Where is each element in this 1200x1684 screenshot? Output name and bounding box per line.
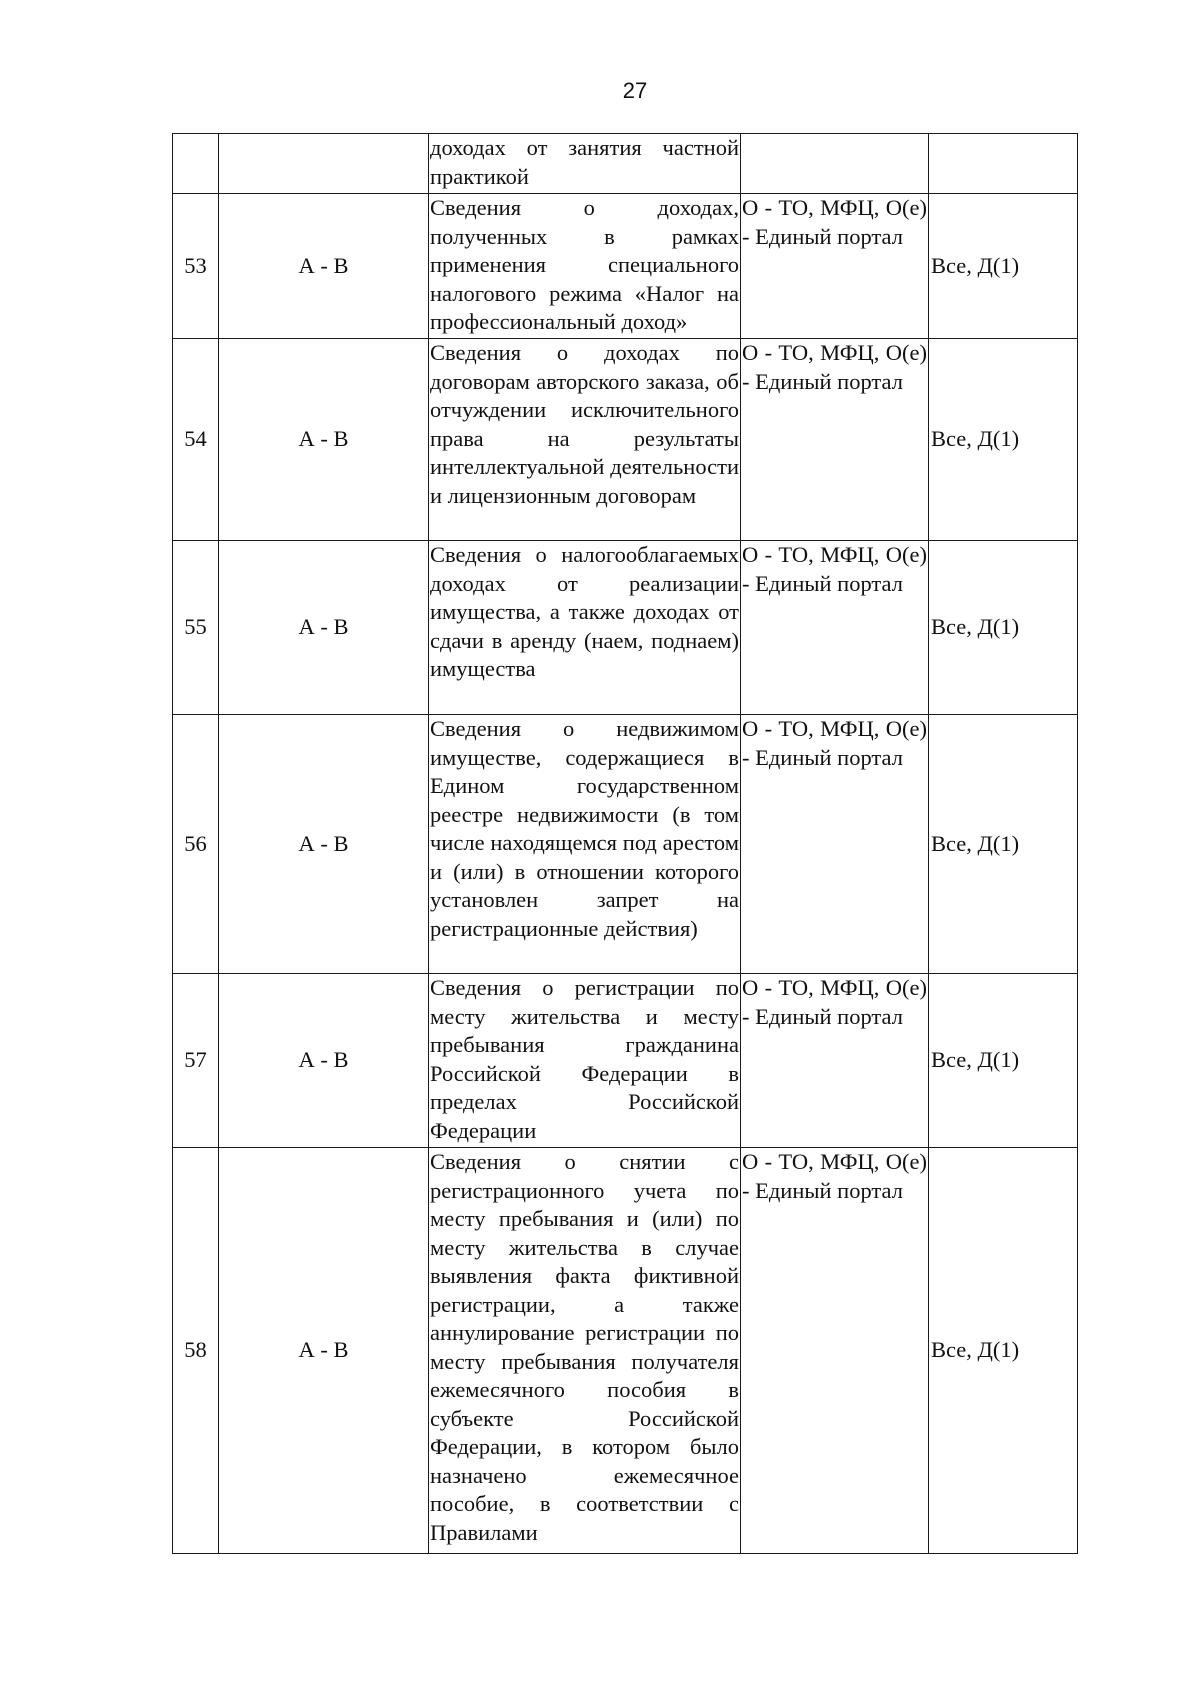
category-cell: А - В [219, 339, 429, 541]
source-text: О - ТО, МФЦ, О(е) - Единый портал [742, 1149, 927, 1203]
category-cell: А - В [219, 541, 429, 715]
description-cell [429, 715, 741, 974]
row-number-cell [173, 134, 219, 194]
source-text: О - ТО, МФЦ, О(е) - Единый портал [742, 542, 927, 596]
description-text: Сведения о недвижимом имуществе, содержащиеся в Едином государственном реестре недвижимости (в том числе находящемся под арестом и (или) в отношении которого установлен запрет на регистрационные действия) [430, 716, 739, 941]
table-row [173, 1148, 1078, 1554]
recipient-cell: Все, Д(1) [929, 715, 1078, 974]
table-row [173, 541, 1078, 715]
recipient-cell: Все, Д(1) [929, 974, 1078, 1148]
table-row [173, 974, 1078, 1148]
category-cell: А - В [219, 1148, 429, 1554]
description-cell [429, 974, 741, 1148]
row-number-cell: 54 [173, 339, 219, 541]
category-cell [219, 134, 429, 194]
description-text: Сведения о доходах по договорам авторского заказа, об отчуждении исключительного права на результаты интеллектуальной деятельности и лицензионным договорам [430, 340, 739, 508]
recipient-cell: Все, Д(1) [929, 194, 1078, 339]
description-text: Сведения о налогооблагаемых доходах от реализации имущества, а также доходах от сдачи в аренду (наем, поднаем) имущества [430, 542, 739, 681]
source-text: О - ТО, МФЦ, О(е) - Единый портал [742, 195, 927, 249]
source-cell [741, 134, 929, 194]
table-row [173, 339, 1078, 541]
row-number-cell: 56 [173, 715, 219, 974]
source-cell [741, 715, 929, 974]
source-text: О - ТО, МФЦ, О(е) - Единый портал [742, 340, 927, 394]
source-cell [741, 541, 929, 715]
description-text: Сведения о регистрации по месту жительства и месту пребывания гражданина Российской Федерации в пределах Российской Федерации [430, 975, 739, 1143]
description-text: Сведения о доходах, полученных в рамках применения специального налогового режима «Налог на профессиональный доход» [430, 195, 739, 334]
category-cell: А - В [219, 715, 429, 974]
source-cell [741, 974, 929, 1148]
description-text: доходах от занятия частной практикой [430, 135, 739, 189]
description-cell [429, 339, 741, 541]
row-number-cell: 55 [173, 541, 219, 715]
source-cell [741, 194, 929, 339]
source-text: О - ТО, МФЦ, О(е) - Единый портал [742, 975, 927, 1029]
description-cell [429, 134, 741, 194]
table-row [173, 715, 1078, 974]
row-number-cell: 53 [173, 194, 219, 339]
recipient-cell: Все, Д(1) [929, 1148, 1078, 1554]
description-cell [429, 1148, 741, 1554]
source-cell [741, 1148, 929, 1554]
row-number-cell: 57 [173, 974, 219, 1148]
table-row [173, 134, 1078, 194]
description-cell [429, 194, 741, 339]
recipient-cell: Все, Д(1) [929, 541, 1078, 715]
document-table [172, 133, 1078, 1554]
page-number: 27 [622, 78, 648, 103]
table-row [173, 194, 1078, 339]
recipient-cell [929, 134, 1078, 194]
recipient-cell: Все, Д(1) [929, 339, 1078, 541]
description-text: Сведения о снятии с регистрационного учета по месту пребывания и (или) по месту жительства в случае выявления факта фиктивной регистрации, а также аннулирование регистрации по месту пребывания получателя ежемесячного пособия в субъекте Российской Федерации, в котором было назначено ежемесячное пособие, в соответствии с Правилами [430, 1149, 739, 1545]
description-cell [429, 541, 741, 715]
category-cell: А - В [219, 974, 429, 1148]
category-cell: А - В [219, 194, 429, 339]
row-number-cell: 58 [173, 1148, 219, 1554]
source-cell [741, 339, 929, 541]
source-text: О - ТО, МФЦ, О(е) - Единый портал [742, 716, 927, 770]
